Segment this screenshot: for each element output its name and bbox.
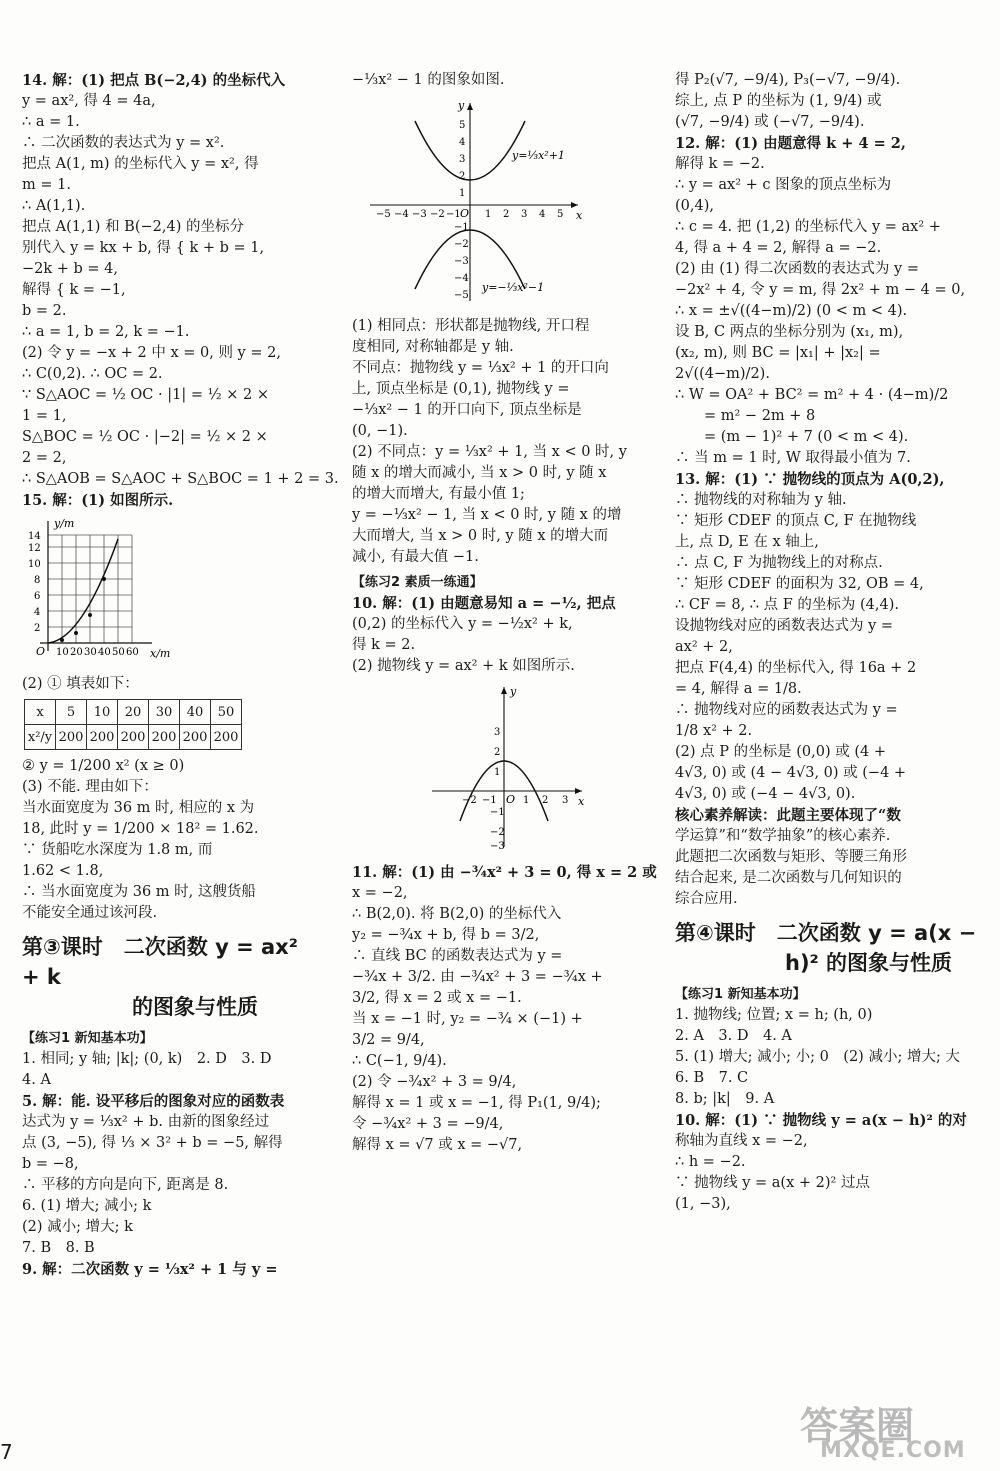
table-cell: 200: [118, 725, 149, 750]
fig15-xtick: 30: [84, 647, 97, 658]
text-line: 4√3, 0) 或 (−4 − 4√3, 0).: [675, 786, 856, 802]
fig9-label-up: y=⅓x²+1: [512, 149, 565, 162]
chapter-3-line2: 的图象与性质: [132, 995, 258, 1019]
text-line: x = −2,: [352, 885, 408, 901]
table-row: [25, 700, 242, 725]
text-line: (2) ① 填表如下：: [22, 676, 139, 692]
fig9-origin: O: [460, 207, 470, 220]
text-line: 别代入 y = kx + b, 得 { k + b = 1,: [22, 240, 265, 256]
text-line: ∴ 直线 BC 的函数表达式为 y =: [352, 948, 563, 964]
text-line: ∴ C(−1, 9/4).: [352, 1053, 447, 1069]
text-line: ∴ c = 4. 把 (1,2) 的坐标代入 y = ax² +: [675, 219, 941, 235]
text-line: (1, −3),: [675, 1196, 731, 1212]
col1c-text: [22, 756, 317, 924]
text-line: ∴ x = ±√((4−m)/2) (0 < m < 4).: [675, 303, 908, 319]
text-line: 上, 顶点坐标是 (0,1), 抛物线 y =: [352, 381, 570, 397]
text-line: 度相同, 对称轴都是 y 轴.: [352, 339, 514, 355]
text-line: 6. (1) 增大; 减小; k: [22, 1198, 152, 1214]
text-line: 8. b; |k| 9. A: [675, 1091, 775, 1107]
text-line: (0,2) 的坐标代入 y = −½x² + k,: [352, 616, 573, 632]
text-line: 解得 { k = −1,: [22, 282, 126, 298]
text-line: (0,4),: [675, 198, 714, 214]
text-line: ∴ a = 1.: [22, 114, 80, 130]
watermark-logo: 答案圈: [800, 1404, 915, 1448]
fig15-ytick: 12: [28, 543, 41, 554]
fig10-ytick: −1: [490, 807, 505, 818]
text-line: 5. 解：能. 设平移后的图象对应的函数表: [22, 1093, 285, 1110]
text-line: ② y = 1/200 x² (x ≥ 0): [22, 758, 185, 774]
text-line: 15. 解：(1) 如图所示.: [22, 492, 174, 509]
text-line: 当水面宽度为 36 m 时, 相应的 x 为: [22, 800, 255, 816]
text-line: ∴ 当 m = 1 时, W 取得最小值为 7.: [675, 450, 911, 466]
text-line: ∵ 矩形 CDEF 的面积为 32, OB = 4,: [675, 576, 924, 592]
fig9-xtick: 1: [485, 209, 492, 220]
table-cell: x: [25, 700, 56, 725]
text-line: (2) 减小; 增大; k: [22, 1219, 133, 1235]
chapter-3-line1: 第③课时 二次函数 y = ax² + k: [22, 935, 298, 989]
text-line: 1/8 x² + 2.: [675, 723, 753, 739]
fig15-origin: O: [36, 645, 46, 658]
fig15-xtick: 40: [98, 647, 111, 658]
text-line: ∴ W = OA² + BC² = m² + 4 · (4−m)/2: [675, 387, 949, 403]
text-line: y = ax², 得 4 = 4a,: [22, 93, 156, 109]
text-line: (2) 抛物线 y = ax² + k 如图所示.: [352, 658, 575, 674]
text-line: −⅓x² − 1 的开口向下, 顶点坐标是: [352, 402, 582, 418]
text-line: ∴ 抛物线对应的函数表达式为 y =: [675, 702, 898, 718]
text-line: 称轴为直线 x = −2,: [675, 1133, 808, 1149]
fig9-ytick: −4: [454, 273, 469, 284]
fig10-xtick: 3: [562, 795, 569, 806]
text-line: (1) 相同点：形状都是抛物线, 开口程: [352, 318, 590, 334]
text-line: ∴ 当水面宽度为 36 m 时, 这艘货船: [22, 884, 256, 900]
text-line: 2√((4−m)/2).: [675, 366, 770, 382]
col1d-text: [22, 1049, 317, 1280]
fig9-label-down: y=−⅓x²−1: [482, 281, 545, 294]
table-cell: 200: [56, 725, 87, 750]
text-line: y₂ = −¾x + b, 得 b = 3/2,: [352, 927, 540, 943]
text-line: 1.62 < 1.8,: [22, 863, 104, 879]
table-cell: 10: [87, 700, 118, 725]
text-line: 把点 A(1, m) 的坐标代入 y = x², 得: [22, 156, 259, 172]
text-line: 5. (1) 增大; 减小; 小; 0 (2) 减小; 增大; 大: [675, 1049, 960, 1065]
text-line: −2k + b = 4,: [22, 261, 119, 277]
text-line: S△BOC = ½ OC · |−2| = ½ × 2 ×: [22, 429, 268, 445]
text-line: 9. 解：二次函数 y = ⅓x² + 1 与 y =: [22, 1261, 278, 1278]
fig10-xlabel: x: [578, 795, 585, 808]
text-line: 4, 得 a + 4 = 2, 解得 a = −2.: [675, 240, 882, 256]
text-line: (√7, −9/4) 或 (−√7, −9/4).: [675, 114, 865, 130]
col2c-text: [352, 593, 652, 677]
text-line: 核心素养解读：此题主要体现了“数: [675, 807, 901, 824]
text-line: 6. B 7. C: [675, 1070, 749, 1086]
text-line: 3/2, 得 x = 2 或 x = −1.: [352, 990, 522, 1006]
fig9-xtick: −5: [376, 209, 391, 220]
text-line: ∴ a = 1, b = 2, k = −1.: [22, 324, 190, 340]
text-line: 综合应用.: [675, 891, 738, 907]
text-line: 2. A 3. D 4. A: [675, 1028, 792, 1044]
text-line: ∴ C(0,2). ∴ OC = 2.: [22, 366, 163, 382]
text-line: (2) 不同点：y = ⅓x² + 1, 当 x < 0 时, y: [352, 444, 627, 460]
text-line: ∴ 抛物线的对称轴为 y 轴.: [675, 492, 847, 508]
text-line: 把点 F(4,4) 的坐标代入, 得 16a + 2: [675, 660, 917, 676]
fig9-xtick: −3: [412, 209, 427, 220]
text-line: 得 P₂(√7, −9/4), P₃(−√7, −9/4).: [675, 72, 901, 88]
text-line: 得 k = 2.: [352, 637, 416, 653]
text-line: = m² − 2m + 8: [675, 408, 816, 424]
text-line: 1. 相同; y 轴; |k|; (0, k) 2. D 3. D: [22, 1051, 272, 1067]
text-line: (x₂, m), 则 BC = |x₁| + |x₂| =: [675, 345, 881, 361]
fig9-xtick: −1: [446, 209, 461, 220]
fig9-xtick: −2: [430, 209, 445, 220]
text-line: (2) 由 (1) 得二次函数的表达式为 y =: [675, 261, 919, 277]
text-line: 达式为 y = ⅓x² + b. 由新的图象经过: [22, 1114, 270, 1130]
fig15-ytick: 2: [34, 623, 41, 634]
col3-text: [675, 70, 980, 910]
section-heading: 【练习1 新知基本功】: [22, 1031, 153, 1046]
fig9-xlabel: x: [576, 209, 583, 222]
text-line: 18, 此时 y = 1/200 × 18² = 1.62.: [22, 821, 259, 837]
fig9-xtick: 5: [557, 209, 564, 220]
table-cell: x²/y: [25, 725, 56, 750]
fig9-xtick: 2: [503, 209, 510, 220]
text-line: 把点 A(1,1) 和 B(−2,4) 的坐标分: [22, 219, 244, 235]
text-line: 上, 点 D, E 在 x 轴上,: [675, 534, 819, 550]
fig15-ytick: 4: [34, 607, 41, 618]
page-number: 7: [0, 1440, 13, 1464]
fig15-xtick: 50: [112, 647, 125, 658]
fig10-ytick: −2: [490, 827, 505, 838]
text-line: 令 −¾x² + 3 = −9/4,: [352, 1116, 504, 1132]
graph-fig10: [392, 681, 632, 851]
fig9-xtick: 4: [539, 209, 546, 220]
chapter-4-line2: h)² 的图象与性质: [785, 951, 953, 975]
text-line: −2x² + 4, 令 y = m, 得 2x² + m − 4 = 0,: [675, 282, 966, 298]
text-line: 减小, 有最大值 −1.: [352, 549, 479, 565]
text-line: (3) 不能. 理由如下：: [22, 779, 158, 795]
fig10-ytick: 1: [494, 767, 501, 778]
text-line: 综上, 点 P 的坐标为 (1, 9/4) 或: [675, 93, 882, 109]
fig9-ytick: 3: [459, 154, 466, 165]
text-line: 解得 x = √7 或 x = −√7,: [352, 1137, 523, 1153]
text-line: ∵ 矩形 CDEF 的顶点 C, F 在抛物线: [675, 513, 917, 529]
text-line: 10. 解：(1) ∵ 抛物线 y = a(x − h)² 的对: [675, 1112, 967, 1129]
text-line: ∴ 平移的方向是向下, 距离是 8.: [22, 1177, 229, 1193]
col2d-text: [352, 862, 657, 1156]
text-line: (2) 令 −¾x² + 3 = 9/4,: [352, 1074, 517, 1090]
chapter-4-title: [675, 918, 980, 978]
fig15-ylabel: y/m: [54, 517, 75, 530]
text-line: = (m − 1)² + 7 (0 < m < 4).: [675, 429, 909, 445]
text-line: 学运算”和“数学抽象”的核心素养.: [675, 828, 891, 844]
chapter-4-line1: 第④课时 二次函数 y = a(x −: [675, 921, 977, 945]
watermark-url: MXQE.COM: [820, 1438, 966, 1463]
fig10-origin: O: [506, 793, 516, 806]
text-line: 大而增大, 当 x > 0 时, y 随 x 的增大而: [352, 528, 609, 544]
text-line: 不同点：抛物线 y = ⅓x² + 1 的开口向: [352, 360, 609, 376]
text-line: ∴ A(1,1).: [22, 198, 86, 214]
fig9-xtick: −4: [394, 209, 409, 220]
text-line: 3/2 = 9/4,: [352, 1032, 425, 1048]
table-cell: 30: [149, 700, 180, 725]
text-line: ∴ B(2,0). 将 B(2,0) 的坐标代入: [352, 906, 562, 922]
table-cell: 20: [118, 700, 149, 725]
text-line: ax² + 2,: [675, 639, 733, 655]
fig15-ytick: 14: [28, 531, 41, 542]
text-line: 11. 解：(1) 由 −¾x² + 3 = 0, 得 x = 2 或: [352, 864, 657, 881]
col3b-text: [675, 1005, 980, 1215]
fig10-ytick: −3: [490, 841, 505, 851]
fig10-xtick: −1: [482, 795, 497, 806]
text-line: b = 2.: [22, 303, 67, 319]
column-3: [675, 70, 980, 1215]
text-line: ∵ S△AOC = ½ OC · |1| = ½ × 2 ×: [22, 387, 269, 403]
text-line: −⅓x² − 1 的图象如图.: [352, 72, 505, 88]
text-line: ∴ CF = 8, ∴ 点 F 的坐标为 (4,4).: [675, 597, 900, 613]
text-line: ∴ 点 C, F 为抛物线上的对称点.: [675, 555, 883, 571]
text-line: 的增大而增大, 有最小值 1;: [352, 486, 525, 502]
fig9-ytick: 5: [459, 120, 466, 131]
table-cell: 200: [149, 725, 180, 750]
col2b-text: [352, 316, 652, 568]
text-line: 不能安全通过该河段.: [22, 905, 158, 921]
text-line: 12. 解：(1) 由题意得 k + 4 = 2,: [675, 135, 906, 152]
table-cell: 40: [180, 700, 211, 725]
text-line: b = −8,: [22, 1156, 79, 1172]
text-line: 设抛物线对应的函数表达式为 y =: [675, 618, 894, 634]
fig9-ytick: 1: [459, 188, 466, 199]
data-table: [24, 699, 242, 750]
column-2: [352, 70, 657, 1156]
text-line: 此题把二次函数与矩形、等腰三角形: [675, 849, 907, 865]
text-line: 结合起来, 是二次函数与几何知识的: [675, 870, 902, 886]
fig10-xtick: 2: [542, 795, 549, 806]
graph-fig9: [352, 95, 592, 305]
text-line: y = −⅓x² − 1, 当 x < 0 时, y 随 x 的增: [352, 507, 622, 523]
fig9-ytick: 4: [459, 137, 466, 148]
text-line: ∴ S△AOB = S△AOC + S△BOC = 1 + 2 = 3.: [22, 471, 339, 487]
table-cell: 200: [87, 725, 118, 750]
text-line: 2 = 2,: [22, 450, 67, 466]
text-line: ∵ 货船吃水深度为 1.8 m, 而: [22, 842, 213, 858]
text-line: 4√3, 0) 或 (4 − 4√3, 0) 或 (−4 +: [675, 765, 907, 781]
text-line: 4. A: [22, 1072, 51, 1088]
fig9-ytick: −1: [454, 222, 469, 233]
text-line: 当 x = −1 时, y₂ = −¾ × (−1) +: [352, 1011, 583, 1027]
chapter-3-title: [22, 932, 317, 1022]
text-line: ∴ y = ax² + c 图象的顶点坐标为: [675, 177, 892, 193]
text-line: 1 = 1,: [22, 408, 67, 424]
fig9-ytick: −5: [454, 290, 469, 301]
text-line: = 4, 解得 a = 1/8.: [675, 681, 802, 697]
column-1: [22, 70, 339, 1280]
fig15-xtick: 10: [56, 647, 69, 658]
text-line: −¾x + 3/2. 由 −¾x² + 3 = −¾x +: [352, 969, 603, 985]
fig15-ytick: 6: [34, 591, 41, 602]
text-line: (0, −1).: [352, 423, 408, 439]
fig10-xtick: −2: [462, 795, 477, 806]
text-line: 7. B 8. B: [22, 1240, 95, 1256]
table-cell: 5: [56, 700, 87, 725]
text-line: 点 (3, −5), 得 ⅓ × 3² + b = −5, 解得: [22, 1135, 283, 1151]
fig9-xtick: 3: [521, 209, 528, 220]
text-line: 解得 x = 1 或 x = −1, 得 P₁(1, 9/4);: [352, 1095, 601, 1111]
fig10-ytick: 3: [494, 727, 501, 738]
fig9-ytick: −2: [454, 239, 469, 250]
text-line: 解得 k = −2.: [675, 156, 765, 172]
fig15-xtick: 20: [70, 647, 83, 658]
table-row: [25, 725, 242, 750]
fig9-ytick: 2: [459, 171, 466, 182]
section-heading: 【练习1 新知基本功】: [675, 987, 806, 1002]
text-line: 1. 抛物线; 位置; x = h; (h, 0): [675, 1007, 873, 1023]
fig10-xtick: 1: [523, 795, 530, 806]
text-line: 13. 解：(1) ∵ 抛物线的顶点为 A(0,2),: [675, 471, 945, 488]
text-line: (2) 点 P 的坐标是 (0,0) 或 (4 +: [675, 744, 886, 760]
fig15-xtick: 60: [126, 647, 139, 658]
fig9-ytick: −3: [454, 256, 469, 267]
text-line: (2) 令 y = −x + 2 中 x = 0, 则 y = 2,: [22, 345, 281, 361]
text-line: ∵ 抛物线 y = a(x + 2)² 过点: [675, 1175, 870, 1191]
text-line: m = 1.: [22, 177, 71, 193]
col2-text: [352, 70, 652, 91]
table-cell: 200: [180, 725, 211, 750]
text-line: 14. 解：(1) 把点 B(−2,4) 的坐标代入: [22, 72, 286, 89]
col1b-text: [22, 674, 317, 695]
text-line: 10. 解：(1) 由题意易知 a = −½, 把点: [352, 595, 616, 612]
text-line: ∴ h = −2.: [675, 1154, 746, 1170]
text-line: ∴ 二次函数的表达式为 y = x².: [22, 135, 225, 151]
text-line: 设 B, C 两点的坐标分别为 (x₁, m),: [675, 324, 904, 340]
fig15-ytick: 10: [28, 559, 41, 570]
fig10-ylabel: y: [510, 685, 517, 698]
fig10-ytick: 2: [494, 747, 501, 758]
fig9-ylabel: y: [458, 99, 465, 112]
text-line: 随 x 的增大而减小, 当 x > 0 时, y 随 x: [352, 465, 607, 481]
graph-fig15: [22, 515, 192, 663]
col1-text: [22, 70, 339, 511]
fig15-ytick: 8: [34, 575, 41, 586]
section-heading: 【练习2 素质一练通】: [352, 575, 483, 590]
fig15-xlabel: x/m: [150, 647, 171, 660]
table-cell: 50: [211, 700, 242, 725]
table-cell: 200: [211, 725, 242, 750]
